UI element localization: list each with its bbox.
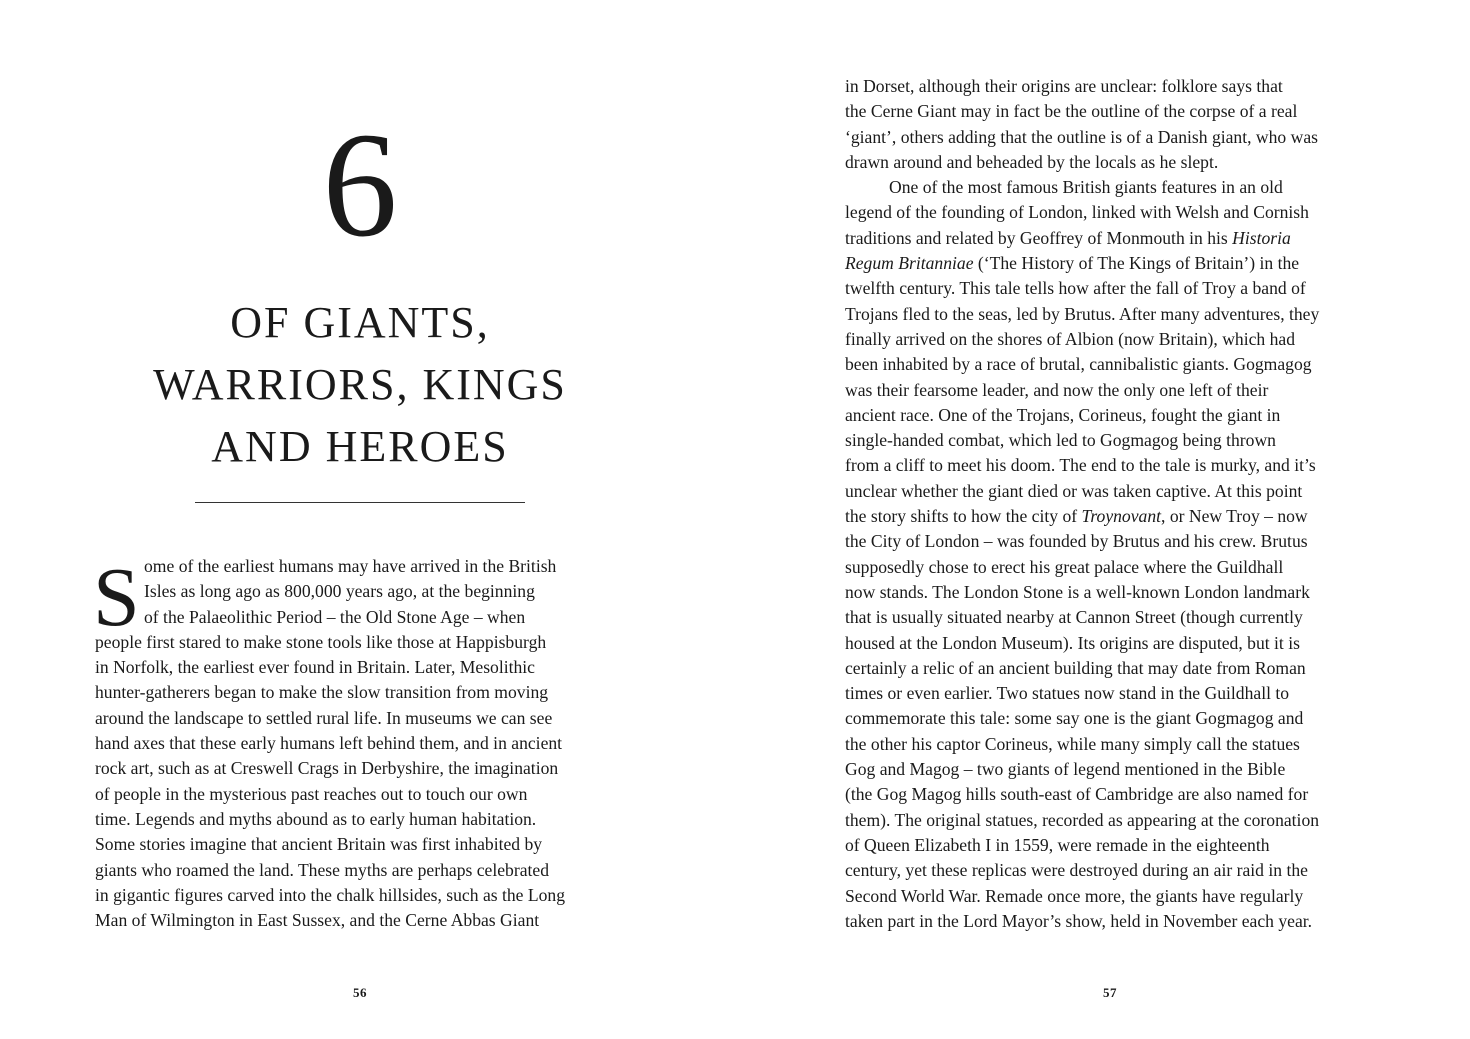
text-line: ‘giant’, others adding that the outline is of a Danish giant, who was	[845, 126, 1318, 147]
text-line: supposedly chose to erect his great palace where the Guildhall	[845, 556, 1284, 577]
text-line	[845, 504, 1385, 529]
text-line: of Queen Elizabeth I in 1559, were remade in the eighteenth	[845, 834, 1270, 855]
text-line: twelfth century. This tale tells how after the fall of Troy a band of	[845, 278, 1306, 299]
text-segment: traditions and related by Geoffrey of Monmouth in his	[845, 227, 1233, 248]
text-line	[845, 251, 1385, 276]
text-segment: , or New Troy – now	[1161, 506, 1308, 527]
book-title-italic: Regum Britanniae	[845, 253, 974, 274]
text-line: unclear whether the giant died or was taken captive. At this point	[845, 480, 1303, 501]
body-text	[845, 74, 1385, 934]
chapter-title	[0, 292, 720, 478]
text-line: certainly a relic of an ancient building that may date from Roman	[845, 657, 1306, 678]
text-line: of the Palaeolithic Period – the Old Stone Age – when	[144, 606, 526, 627]
text-line: hand axes that these early humans left behind them, and in ancient	[95, 733, 563, 754]
text-line: the City of London – was founded by Brutus and his crew. Brutus	[845, 531, 1308, 552]
text-line: in Norfolk, the earliest ever found in Britain. Later, Mesolithic	[95, 657, 535, 678]
text-line: Trojans fled to the seas, led by Brutus. After many adventures, they	[845, 303, 1320, 324]
text-line: rock art, such as at Creswell Crags in Derbyshire, the imagination	[95, 758, 559, 779]
drop-cap: S	[93, 551, 140, 644]
text-line: single-handed combat, which led to Gogmagog being thrown	[845, 430, 1276, 451]
text-line: Isles as long ago as 800,000 years ago, at the beginning	[144, 581, 535, 602]
text-line: taken part in the Lord Mayor’s show, held in November each year.	[845, 910, 1313, 931]
text-line: them). The original statues, recorded as appearing at the coronation	[845, 809, 1320, 830]
text-line: finally arrived on the shores of Albion (now Britain), which had	[845, 328, 1296, 349]
text-line: people first stared to make stone tools like those at Happisburgh	[95, 631, 547, 652]
body-text	[93, 551, 635, 933]
text-line: the Cerne Giant may in fact be the outline of the corpse of a real	[845, 101, 1298, 122]
text-line: Man of Wilmington in East Sussex, and the Cerne Abbas Giant	[95, 910, 540, 931]
text-line: commemorate this tale: some say one is the giant Gogmagog and	[845, 708, 1304, 729]
text-line: One of the most famous British giants features in an old	[889, 177, 1283, 198]
text-line: (the Gog Magog hills south-east of Cambridge are also named for	[845, 784, 1309, 805]
title-divider	[195, 502, 525, 503]
chapter-title-line: WARRIORS, KINGS	[153, 360, 567, 409]
text-line: that is usually situated nearby at Cannon Street (though currently	[845, 607, 1303, 628]
text-line: the other his captor Corineus, while many simply call the statues	[845, 733, 1300, 754]
text-line: times or even earlier. Two statues now stand in the Guildhall to	[845, 683, 1290, 704]
text-line: in gigantic figures carved into the chalk hillsides, such as the Long	[95, 884, 566, 905]
text-line: was their fearsome leader, and now the only one left of their	[845, 379, 1269, 400]
text-line: giants who roamed the land. These myths are perhaps celebrated	[95, 859, 550, 880]
text-segment: (‘The History of The Kings of Britain’) in the	[973, 253, 1300, 274]
text-line: around the landscape to settled rural life. In museums we can see	[95, 707, 553, 728]
text-line	[845, 226, 1385, 251]
page-number: 56	[353, 985, 367, 1000]
text-line: ancient race. One of the Trojans, Corineus, fought the giant in	[845, 404, 1281, 425]
text-line: from a cliff to meet his doom. The end to the tale is murky, and it’s	[845, 455, 1316, 476]
text-line: housed at the London Museum). Its origins are disputed, but it is	[845, 632, 1300, 653]
text-line: in Dorset, although their origins are unclear: folklore says that	[845, 76, 1283, 96]
chapter-number: 6	[322, 102, 398, 268]
text-line: ome of the earliest humans may have arrived in the British	[144, 556, 557, 576]
text-line: drawn around and beheaded by the locals as he slept.	[845, 151, 1219, 172]
text-line: century, yet these replicas were destroyed during an air raid in the	[845, 860, 1308, 881]
right-page	[735, 0, 1470, 1039]
page-number: 57	[1103, 985, 1117, 1000]
text-line: Gog and Magog – two giants of legend mentioned in the Bible	[845, 759, 1286, 780]
text-line: Second World War. Remade once more, the giants have regularly	[845, 885, 1304, 906]
text-line: time. Legends and myths abound as to early human habitation.	[95, 808, 537, 829]
chapter-title-line: AND HEROES	[211, 422, 509, 471]
book-title-italic: Historia	[1232, 227, 1291, 248]
text-line: been inhabited by a race of brutal, cannibalistic giants. Gogmagog	[845, 354, 1312, 375]
text-segment: the story shifts to how the city of	[845, 506, 1082, 527]
place-name-italic: Troynovant	[1081, 506, 1162, 527]
text-line: of people in the mysterious past reaches out to touch our own	[95, 783, 528, 804]
text-line: now stands. The London Stone is a well-known London landmark	[845, 581, 1310, 602]
chapter-title-line: OF GIANTS,	[230, 298, 490, 347]
text-line: Some stories imagine that ancient Britain was first inhabited by	[95, 834, 543, 855]
text-line: legend of the founding of London, linked with Welsh and Cornish	[845, 202, 1309, 223]
text-line: hunter-gatherers began to make the slow transition from moving	[95, 682, 549, 703]
